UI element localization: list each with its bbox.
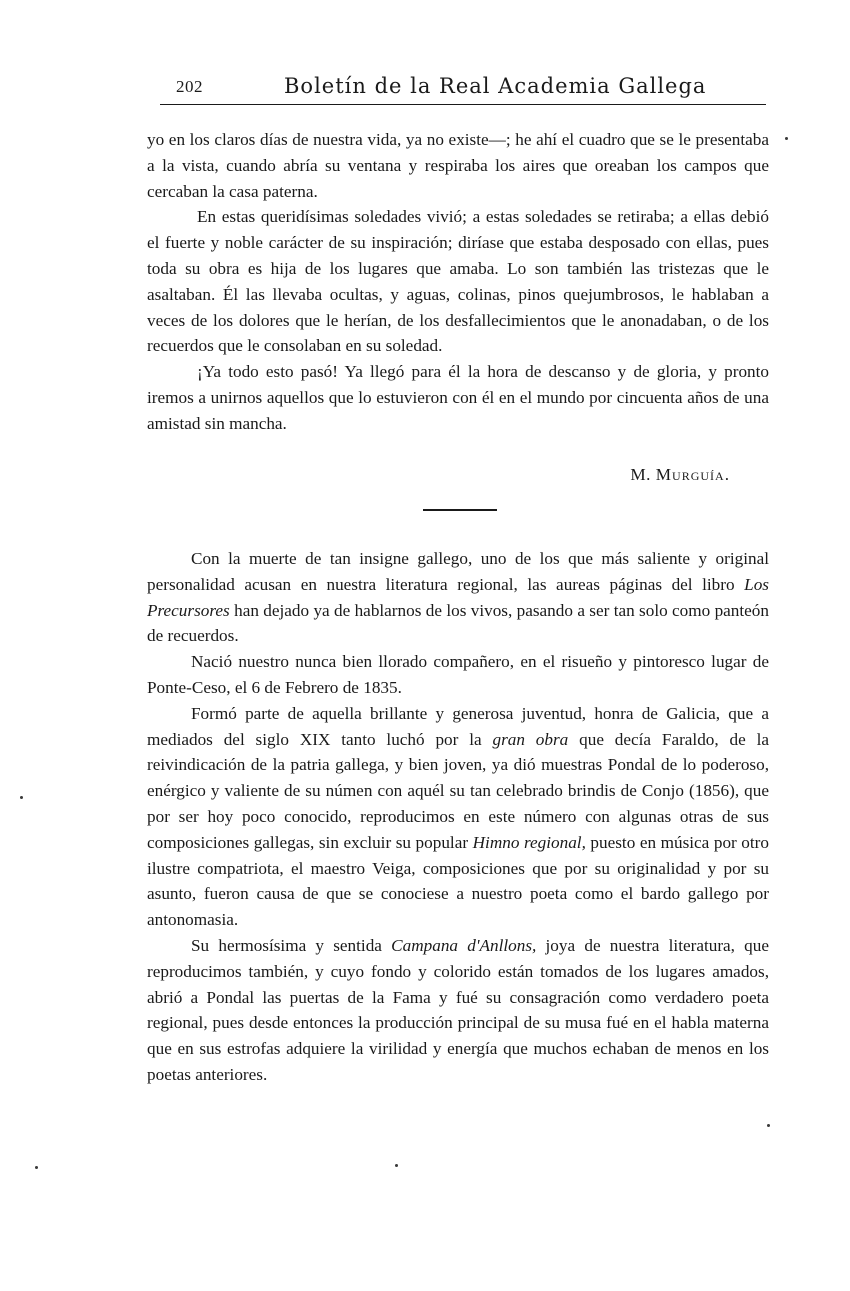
work-title: Himno regional, <box>472 832 586 852</box>
article-end-body <box>147 127 769 437</box>
article-new-body <box>147 546 769 1088</box>
print-speck <box>785 137 788 140</box>
paragraph: En estas queridísimas soledades vivió; a estas soledades se retiraba; a ellas debió el fuerte y noble carácter de su inspiración; diríase que estaba desposado con ellas, pues toda su obra es hija de los lugares que amaba. Lo son también las tristezas que le asaltaban. Él las llevaba ocultas, y aguas, colinas, pinos quejumbrosos, le hablaban a veces de los dolores que le herían, de los desfallecimientos que le anonadaban, o de los recuerdos que le consolaban en su soledad. <box>147 207 769 356</box>
text-run: Formó parte de aquella brillante y generosa juventud, honra de Galicia, que a mediados del siglo XIX tanto luchó por la <box>147 703 769 749</box>
journal-title: Boletín de la Real Academia Gallega <box>284 74 707 98</box>
print-speck <box>35 1166 38 1169</box>
author-signature <box>630 465 730 485</box>
paragraph: Nació nuestro nunca bien llorado compañero, en el risueño y pintoresco lugar de Ponte-Ceso, el 6 de Febrero de 1835. <box>147 652 769 697</box>
text-run: puesto en música por otro ilustre compatriota, el maestro Veiga, composiciones que por su originalidad y por su asunto, fueron causa de que se conociese a nuestro poeta como el bardo gallego por antonomasia. <box>147 832 769 930</box>
paragraph: ¡Ya todo esto pasó! Ya llegó para él la hora de descanso y de gloria, y pronto iremos a unirnos aquellos que lo estuvieron con él en el mundo por cincuenta años de una amistad sin mancha. <box>147 362 769 433</box>
text-run: Su hermosísima y sentida <box>191 935 392 955</box>
text-run: han dejado ya de hablarnos de los vivos, pasando a ser tan solo como panteón de recuerdos. <box>147 600 769 646</box>
running-header <box>160 74 766 105</box>
print-speck <box>395 1164 398 1167</box>
work-title: Campana d'Anllons, <box>391 935 537 955</box>
paragraph <box>147 701 769 933</box>
paragraph <box>147 546 769 649</box>
book-title: Los Precursores <box>147 574 769 620</box>
print-speck <box>767 1124 770 1127</box>
paragraph <box>147 933 769 1088</box>
text-run: que decía Faraldo, de la reivindicación de la patria gallega, y bien joven, ya dió muestras Pondal de lo poderoso, enérgico y valiente de su númen con aquél su tan celebrado brindis de Conjo (1856), que por ser hoy poco conocido, reproducimos en este número con algunas otras de sus composiciones gallegas, sin excluir su popular <box>147 729 770 852</box>
italic-phrase: gran obra <box>492 729 569 749</box>
signature-name: Murguía. <box>655 465 730 484</box>
page-number: 202 <box>176 77 203 96</box>
print-speck <box>20 796 23 799</box>
paragraph: yo en los claros días de nuestra vida, ya no existe—; he ahí el cuadro que se le presentaba a la vista, cuando abría su ventana y respiraba los aires que oreaban los campos que cercaban la casa paterna. <box>147 130 769 201</box>
text-run: Con la muerte de tan insigne gallego, uno de los que más saliente y original personalidad acusan en nuestra literatura regional, las aureas páginas del libro <box>147 549 769 594</box>
text-run: joya de nuestra literatura, que reproducimos también, y cuyo fondo y colorido están tomados de los lugares amados, abrió a Pondal las puertas de la Fama y fué su consagración como verdadero poeta regional, pues desde entonces la producción principal de su musa fué en el habla materna que en sus estrofas adquiere la virilidad y energía que muchos echaban de menos en los poetas anteriores. <box>147 935 770 1084</box>
signature-initial: M. <box>630 465 651 484</box>
section-divider <box>423 509 497 511</box>
